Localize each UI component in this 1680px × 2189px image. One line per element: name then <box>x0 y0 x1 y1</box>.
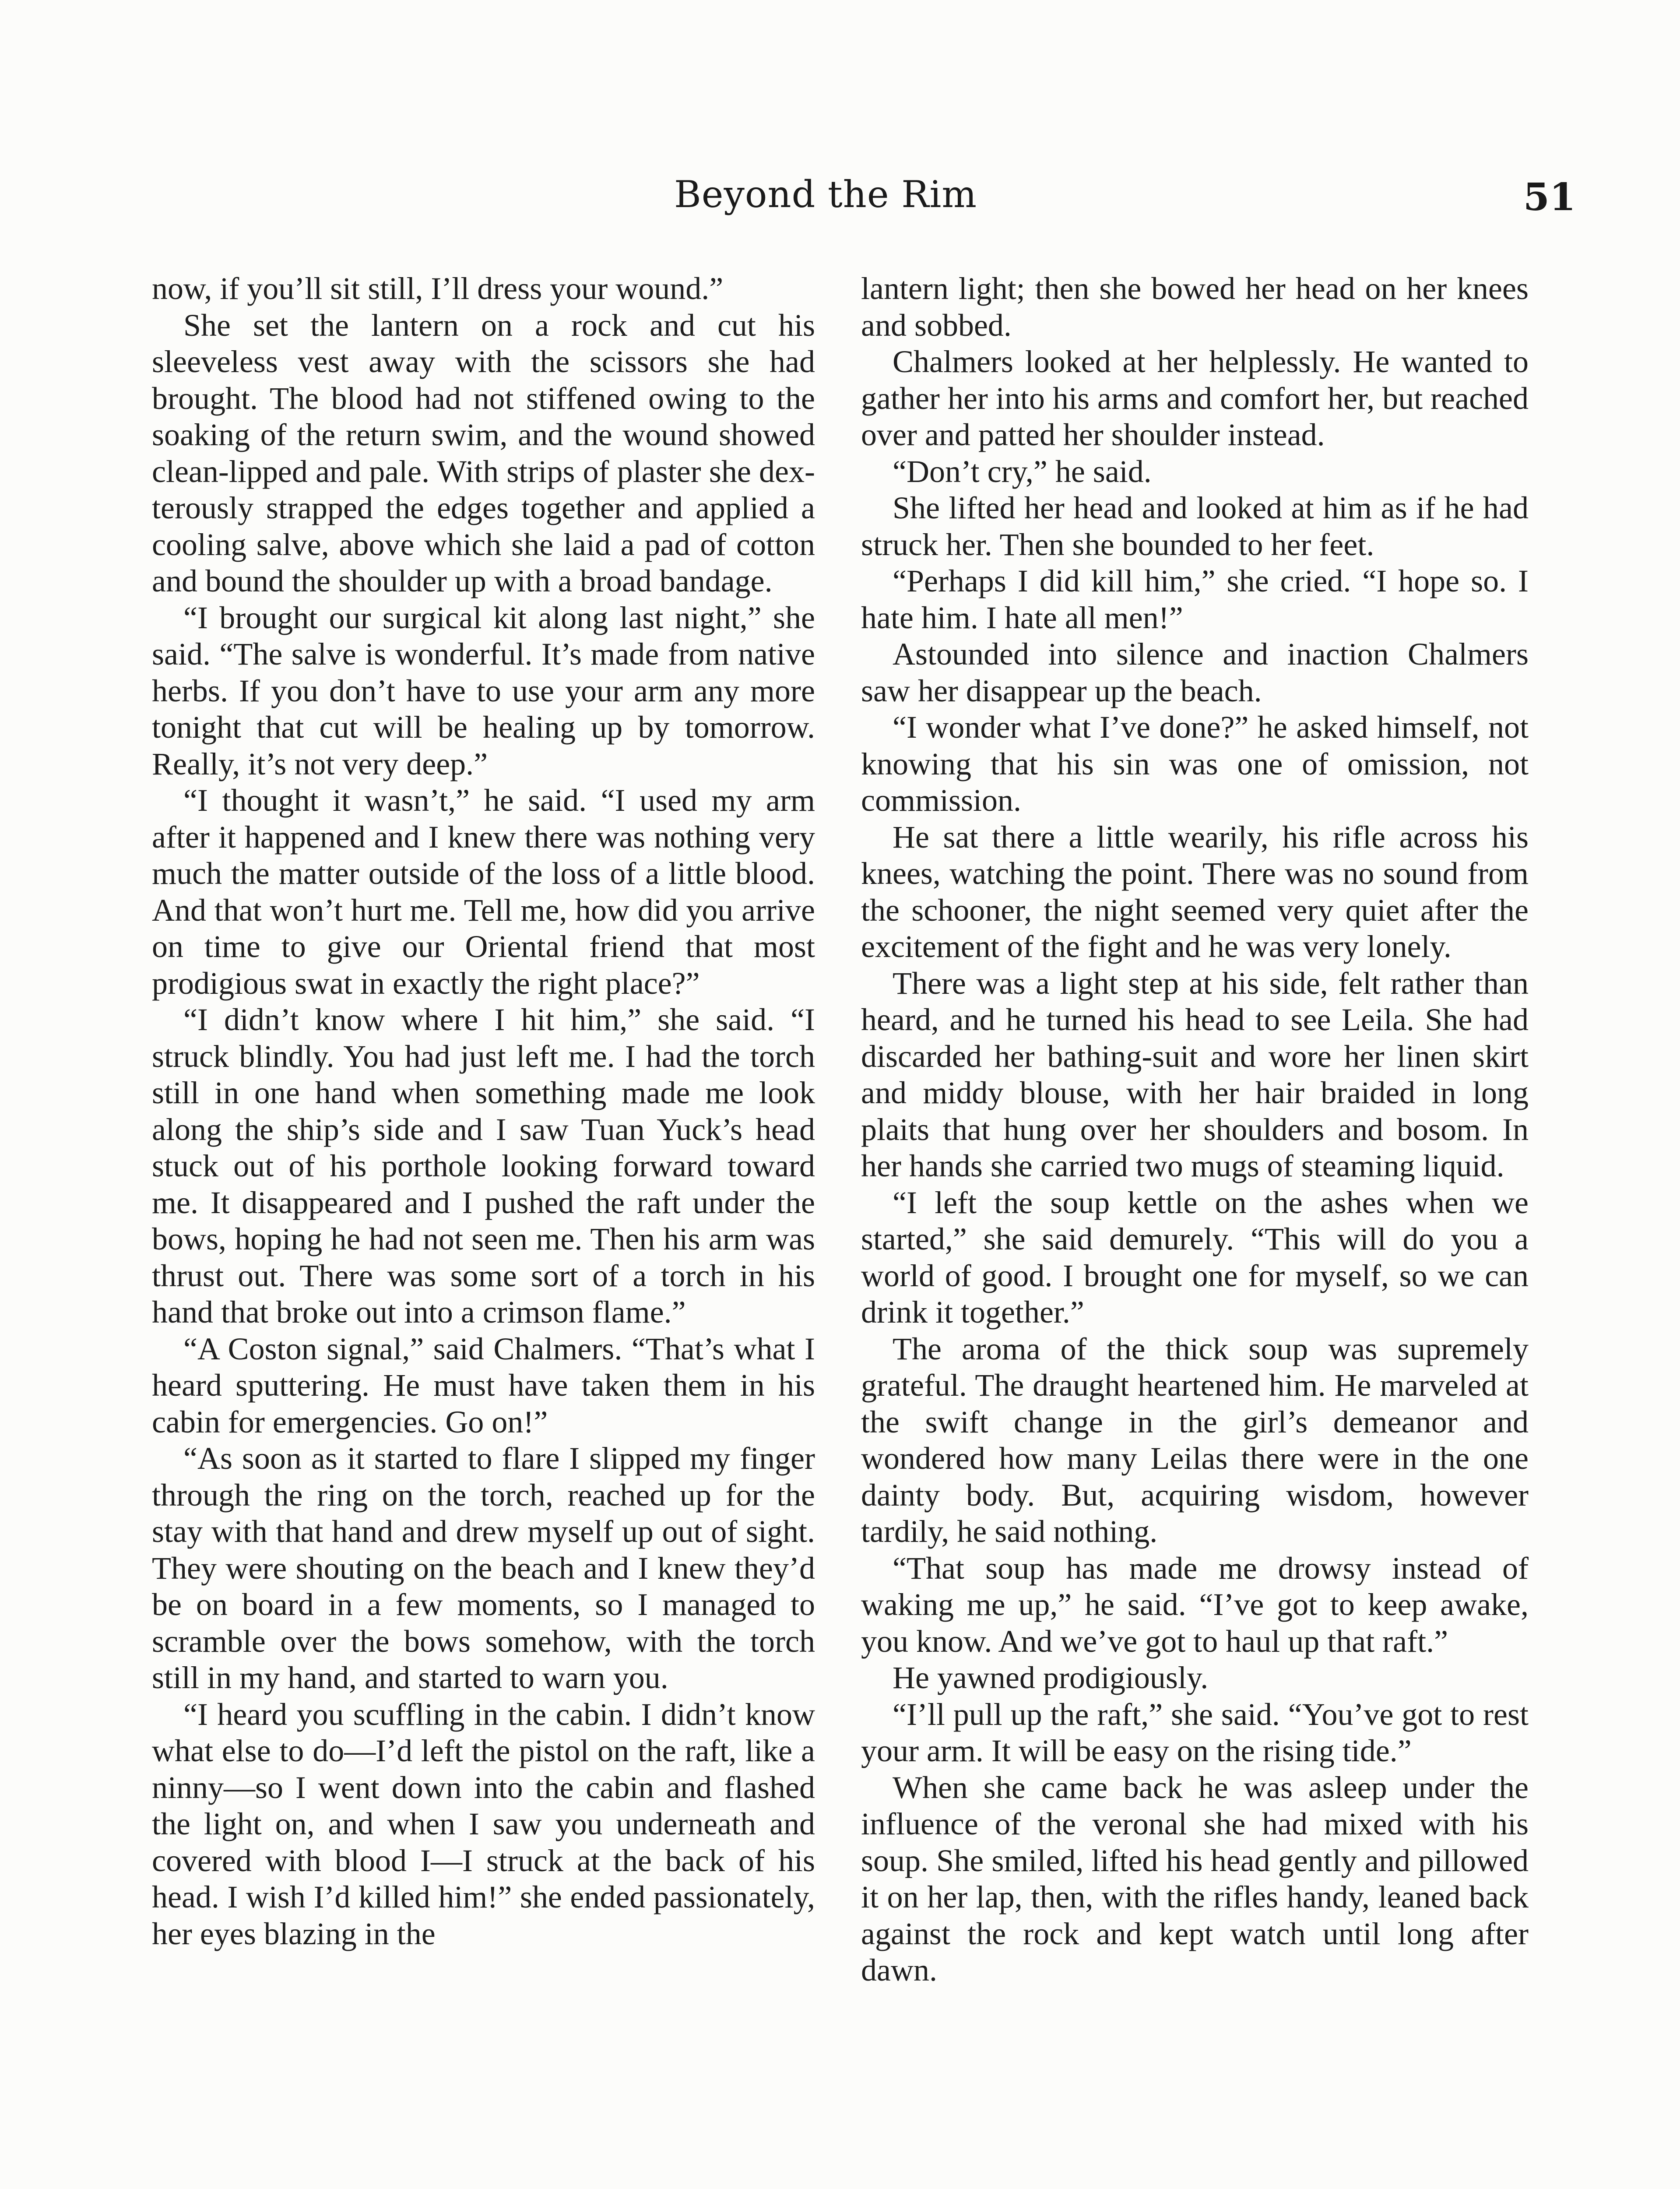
paragraph: “Don’t cry,” he said. <box>893 454 1152 489</box>
paragraph: “That soup has made me drowsy instead of waking me up,” he said. “I’ve got to keep awake, you know. And we’ve got to haul up that raft.” <box>861 1550 1529 1659</box>
paragraph: “I left the soup kettle on the ashes when we started,” she said demurely. “This will do you a world of good. I brought one for myself, so we can drink it together.” <box>861 1185 1529 1330</box>
paragraph: There was a light step at his side, felt rather than heard, and he turned his head to see Leila. She had discarded her bathing-suit and wore her linen skirt and middy blouse, with her hair braided in long plaits that hung over her shoulders and bosom. In her hands she carried two mugs of steaming liquid. <box>861 965 1529 1183</box>
paragraph: He yawned prodigiously. <box>893 1660 1209 1695</box>
paragraph: She set the lantern on a rock and cut his sleeveless vest away with the scissors she had brought. The blood had not stiffened owing to the soaking of the return swim, and the wound showed clean-lipped and pale. With strips of plaster she dexterously strapped the edges together and applied a cooling salve, above which she laid a pad of cotton and bound the shoulder up with a broad bandage. <box>152 307 815 598</box>
paragraph: lantern light; then she bowed her head on her knees and sobbed. <box>861 271 1529 343</box>
paragraph: “I heard you scuffling in the cabin. I didn’t know what else to do—I’d left the pistol on the raft, like a ninny—so I went down into the cabin and flashed the light on, and when I saw you underneath and covered with blood I—I struck at the back of his head. I wish I’d killed him!” she ended passionately, her eyes blazing in the <box>152 1696 815 1951</box>
paragraph: “Perhaps I did kill him,” she cried. “I hope so. I hate him. I hate all men!” <box>861 563 1529 635</box>
paragraph: now, if you’ll sit still, I’ll dress your wound.” <box>152 271 724 306</box>
paragraph: “A Coston signal,” said Chalmers. “That’s what I heard sputtering. He must have taken them in his cabin for emergencies. Go on!” <box>152 1331 815 1439</box>
page-number: 51 <box>1523 175 1576 219</box>
paragraph: “I’ll pull up the raft,” she said. “You’ve got to rest your arm. It will be easy on the rising tide.” <box>861 1696 1529 1768</box>
running-head-title: Beyond the Rim <box>674 173 977 216</box>
paragraph: Astounded into silence and inaction Chalmers saw her disappear up the beach. <box>861 637 1529 708</box>
paragraph: Chalmers looked at her helplessly. He wanted to gather her into his arms and comfort her, but reached over and patted her shoulder instead. <box>861 344 1529 452</box>
paragraph: “As soon as it started to flare I slipped my finger through the ring on the torch, reached up for the stay with that hand and drew myself up out of sight. They were shouting on the beach and I knew they’d be on board in a few moments, so I managed to scramble over the bows somehow, with the torch still in my hand, and started to warn you. <box>152 1441 815 1695</box>
left-column <box>152 271 815 1952</box>
paragraph: When she came back he was asleep under the influence of the veronal she had mixed with his soup. She smiled, lifted his head gently and pillowed it on her lap, then, with the rifles handy, leaned back against the rock and kept watch until long after dawn. <box>861 1770 1529 1988</box>
paragraph: “I wonder what I’ve done?” he asked himself, not knowing that his sin was one of omission, not commission. <box>861 710 1529 818</box>
paragraph: “I didn’t know where I hit him,” she said. “I struck blindly. You had just left me. I had the torch still in one hand when something made me look along the ship’s side and I saw Tuan Yuck’s head stuck out of his porthole looking forward toward me. It disappeared and I pushed the raft under the bows, hoping he had not seen me. Then his arm was thrust out. There was some sort of a torch in his hand that broke out into a crimson flame.” <box>152 1002 815 1330</box>
paragraph: “I brought our surgical kit along last night,” she said. “The salve is wonderful. It’s made from native herbs. If you don’t have to use your arm any more tonight that cut will be healing up by tomorrow. Really, it’s not very deep.” <box>152 600 815 781</box>
paragraph: The aroma of the thick soup was supremely grateful. The draught heartened him. He marveled at the swift change in the girl’s demeanor and wondered how many Leilas there were in the one dainty body. But, acquiring wisdom, however tardily, he said nothing. <box>861 1331 1529 1549</box>
right-column <box>861 271 1529 1989</box>
paragraph: He sat there a little wearily, his rifle across his knees, watching the point. There was no sound from the schooner, the night seemed very quiet after the excitement of the fight and he was very lonely. <box>861 819 1529 964</box>
paragraph: “I thought it wasn’t,” he said. “I used my arm after it happened and I knew there was nothing very much the matter outside of the loss of a little blood. And that won’t hurt me. Tell me, how did you arrive on time to give our Oriental friend that most prodigious swat in exactly the right place?” <box>152 783 815 1001</box>
paragraph: She lifted her head and looked at him as if he had struck her. Then she bounded to her feet. <box>861 490 1529 562</box>
